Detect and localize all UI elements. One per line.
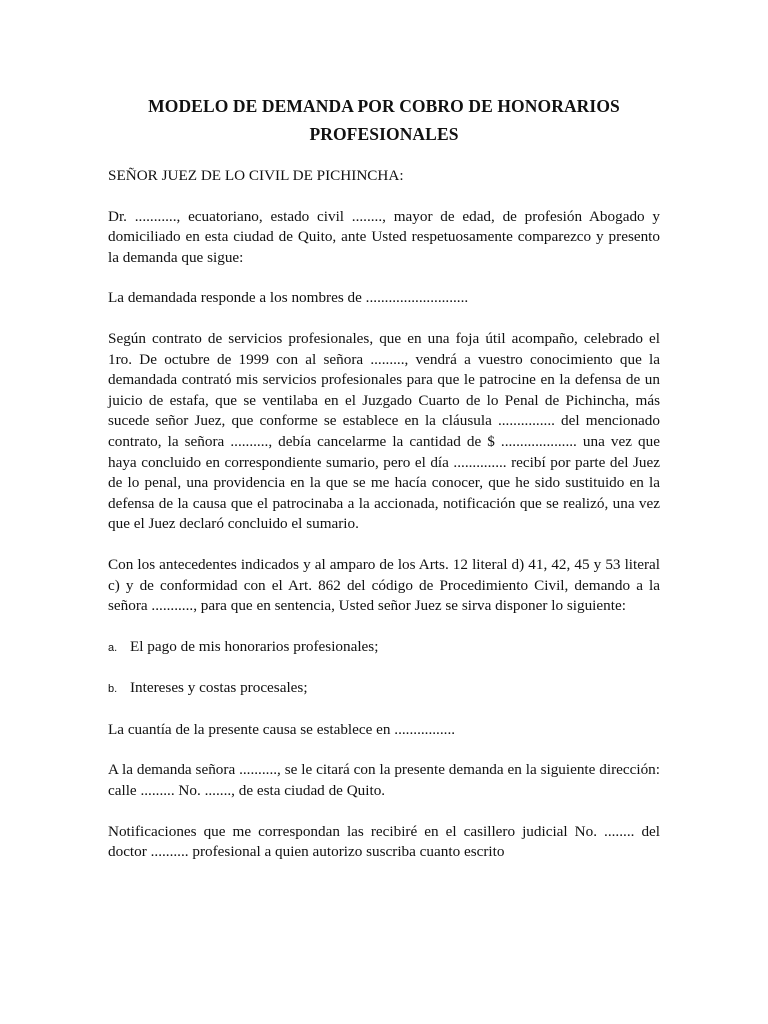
list-item-text: Intereses y costas procesales;	[130, 679, 308, 697]
list-item-b	[108, 678, 660, 700]
paragraph-contrato: Según contrato de servicios profesionales, que en una foja útil acompaño, celebrado el 1ro. De octubre de 1999 con al señora ........., vendrá a vuestro conocimiento que la demandada contrató mis servicios profesionales para que le patrocine en la defensa de un juicio de estafa, que se ventilaba en el Juzgado Cuarto de lo Penal de Pichincha, más sucede señor Juez, que conforme se establece en la cláusula ............... del mencionado contrato, la señora .........., debía cancelarme la cantidad de $ .................... una vez que haya concluido en correspondiente sumario, pero el día .............. recibí por parte del Juez de lo penal, una providencia en la que se me hacía conocer, que he sido sustituido en la defensa de la causa que el patrocinaba a la accionada, notificación que se realizó, una vez que el Juez declaró concluido el sumario.	[108, 329, 660, 533]
paragraph-demandada: La demandada responde a los nombres de ...........................	[108, 289, 469, 307]
salutation: SEÑOR JUEZ DE LO CIVIL DE PICHINCHA:	[108, 167, 404, 184]
title-line-1: MODELO DE DEMANDA POR COBRO DE HONORARIOS	[148, 96, 620, 116]
document-page	[108, 92, 660, 883]
paragraph-antecedentes: Con los antecedentes indicados y al amparo de los Arts. 12 literal d) 41, 42, 45 y 53 literal c) y de conformidad con el Art. 862 del código de Procedimiento Civil, demando a la señora ..........., para que en sentencia, Usted señor Juez se sirva disponer lo siguiente:	[108, 555, 660, 615]
list-marker: b.	[108, 683, 118, 696]
list-item-a	[108, 637, 660, 659]
paragraph-cuantia: La cuantía de la presente causa se establece en ................	[108, 720, 456, 738]
paragraph-notificaciones: Notificaciones que me correspondan las recibiré en el casillero judicial No. ........ del doctor .......... profesional a quien autorizo suscriba cuanto escrito	[108, 822, 660, 861]
list-marker: a.	[108, 641, 118, 654]
paragraph-citacion: A la demanda señora .........., se le citará con la presente demanda en la siguiente dirección: calle ......... No. ......., de esta ciudad de Quito.	[108, 761, 660, 800]
paragraph-comparecencia: Dr. ..........., ecuatoriano, estado civil ........, mayor de edad, de profesión Abogado y domiciliado en esta ciudad de Quito, ante Usted respetuosamente comparezco y presento la demanda que sigue:	[108, 207, 660, 266]
title-line-2: PROFESIONALES	[309, 124, 459, 144]
document-title	[108, 92, 660, 148]
list-item-text: El pago de mis honorarios profesionales;	[130, 637, 379, 655]
